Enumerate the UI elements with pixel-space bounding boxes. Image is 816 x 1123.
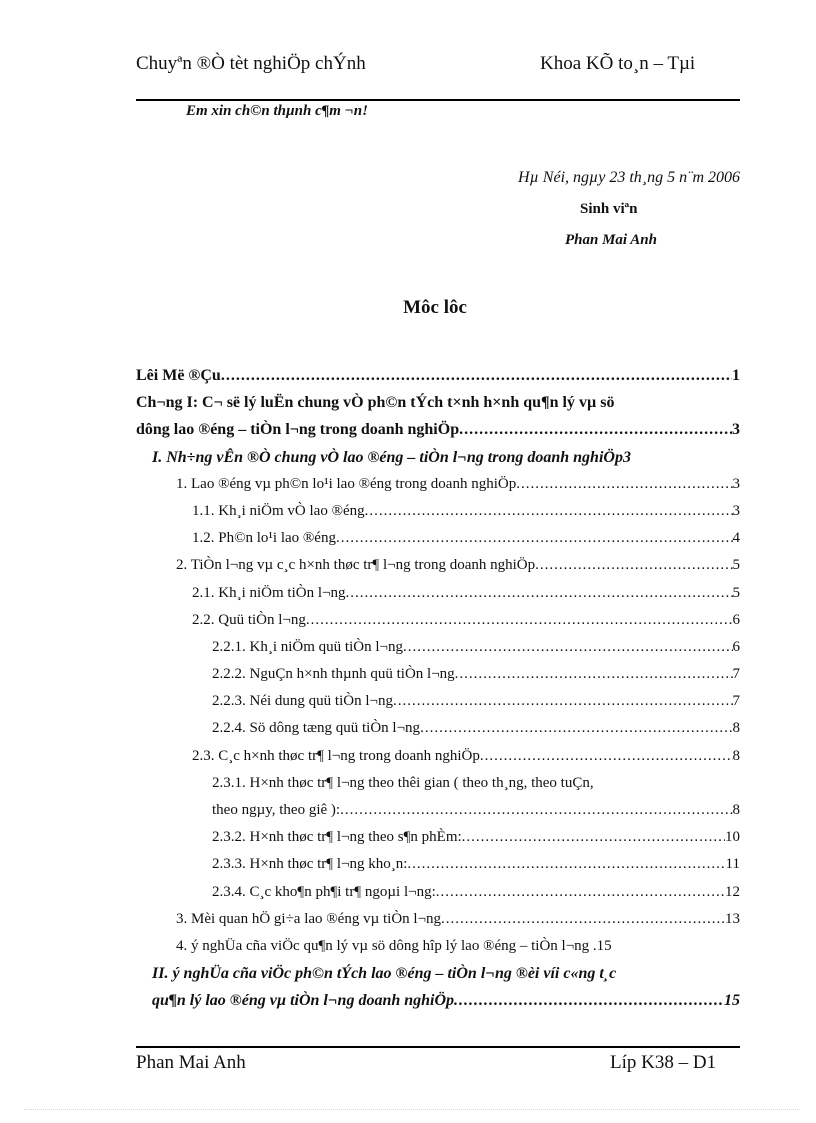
student-name: Phan Mai Anh (565, 232, 657, 248)
toc-entry[interactable]: qu¶n lý lao ®éng vµ tiÒn l¬ng doanh nghiÖp ..... 15 (136, 987, 740, 1014)
toc-title: Môc lôc (403, 297, 467, 318)
footer-class: Líp K38 – D1 (610, 1052, 717, 1073)
toc-entry[interactable]: 2. TiÒn l¬ng vµ c¸c h×nh thøc tr¶ l¬ng trong doanh nghiÖp ..... 5 (136, 552, 740, 579)
toc-entry[interactable]: I. Nh÷ng vÊn ®Ò chung vÒ lao ®éng – tiÒn l¬ng trong doanh nghiÖp3 (152, 448, 631, 466)
toc-entry[interactable]: 2.2.2. NguÇn h×nh thµnh quü tiÒn l¬ng ..... 7 (136, 661, 740, 688)
toc-entry[interactable]: 2.3.2. H×nh thøc tr¶ l¬ng theo s¶n phÈm: ..... 10 (136, 824, 740, 851)
toc-entry[interactable]: 2.3.3. H×nh thøc tr¶ l¬ng kho¸n: ..... 11 (136, 851, 740, 878)
toc-entry[interactable]: 1. Lao ®éng vµ ph©n lo¹i lao ®éng trong doanh nghiÖp ..... 3 (136, 471, 740, 498)
student-label: Sinh viªn (580, 201, 638, 217)
header-department: Khoa KÕ to¸n – Tµi (540, 53, 696, 74)
toc-entry[interactable]: theo ngµy, theo giê ): ..... 8 (136, 797, 740, 824)
toc-entry[interactable]: Lêi Më ®Çu ..... 1 (136, 362, 740, 389)
toc-entry[interactable]: 2.2.4. Sö dông tæng quü tiÒn l¬ng ..... 8 (136, 715, 740, 742)
toc-entry[interactable]: 1.2. Ph©n lo¹i lao ®éng ..... 4 (136, 525, 740, 552)
toc-entry[interactable]: 2.1. Kh¸i niÖm tiÒn l¬ng ..... 5 (136, 580, 740, 607)
toc-entry[interactable]: Ch¬ng I: C¬ së lý luËn chung vÒ ph©n tÝch t×nh h×nh qu¶n lý vµ sö (136, 394, 615, 412)
header-rule (136, 99, 740, 101)
toc-entry[interactable]: 3. Mèi quan hÖ gi÷a lao ®éng vµ tiÒn l¬ng ..... 13 (136, 906, 740, 933)
page-edge (24, 1109, 800, 1110)
footer-author: Phan Mai Anh (136, 1052, 246, 1073)
toc-entry[interactable]: 1.1. Kh¸i niÖm vÒ lao ®éng ..... 3 (136, 498, 740, 525)
toc-entry[interactable]: 2.2. Quü tiÒn l¬ng ..... 6 (136, 607, 740, 634)
toc-entry[interactable]: 2.3.1. H×nh thøc tr¶ l¬ng theo thêi gian ( theo th¸ng, theo tuÇn, (212, 774, 594, 791)
toc-entry[interactable]: 2.2.1. Kh¸i niÖm quü tiÒn l¬ng ..... 6 (136, 634, 740, 661)
table-of-contents (136, 362, 740, 1015)
thanks-line: Em xin ch©n thµnh c¶m ¬n! (186, 103, 368, 119)
toc-entry[interactable]: 4. ý nghÜa cña viÖc qu¶n lý vµ sö dông hîp lý lao ®éng – tiÒn l¬ng .15 (176, 937, 612, 954)
toc-entry[interactable]: II. ý nghÜa cña viÖc ph©n tÝch lao ®éng – tiÒn l¬ng ®èi víi c«ng t¸c (152, 965, 617, 983)
place-date: Hµ Néi, ngµy 23 th¸ng 5 n¨m 2006 (518, 169, 740, 186)
header-title: Chuyªn ®Ò tèt nghiÖp chÝnh (136, 53, 366, 74)
toc-entry[interactable]: 2.3. C¸c h×nh thøc tr¶ l¬ng trong doanh nghiÖp ..... 8 (136, 743, 740, 770)
toc-entry[interactable]: 2.3.4. C¸c kho¶n ph¶i tr¶ ngoµi l¬ng: ..... 12 (136, 879, 740, 906)
toc-entry[interactable]: 2.2.3. Néi dung quü tiÒn l¬ng ..... 7 (136, 688, 740, 715)
footer-rule (136, 1046, 740, 1048)
toc-entry[interactable]: dông lao ®éng – tiÒn l¬ng trong doanh nghiÖp ..... 3 (136, 416, 740, 443)
